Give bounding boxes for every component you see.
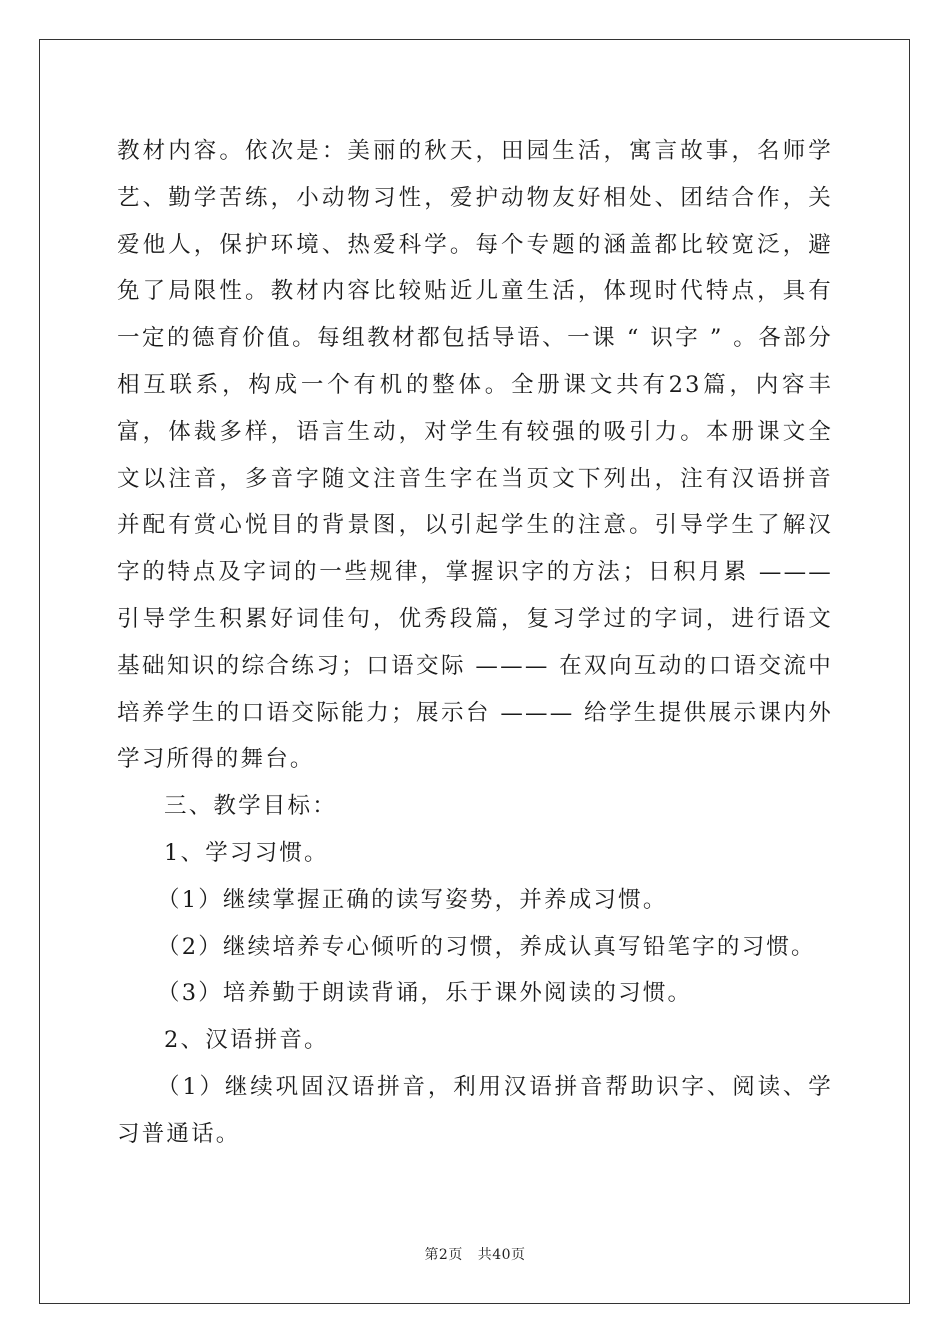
- paragraph-textbook-content: 教材内容。依次是：美丽的秋天，田园生活，寓言故事，名师学艺、勤学苦练，小动物习性，爱护动物友好相处、团结合作，关爱他人，保护环境、热爱科学。每个专题的涵盖都比较宽泛，避免了局限性。教材内容比较贴近儿童生活，体现时代特点，具有一定的德育价值。每组教材都包括导语、一课 “ 识字 ” 。各部分相互联系，构成一个有机的整体。全册课文共有23篇，内容丰富，体裁多样，语言生动，对学生有较强的吸引力。本册课文全文以注音，多音字随文注音生字在当页文下列出，注有汉语拼音并配有赏心悦目的背景图，以引起学生的注意。引导学生了解汉字的特点及字词的一些规律，掌握识字的方法；日积月累 ——— 引导学生积累好词佳句，优秀段篇，复习学过的字词，进行语文基础知识的综合练习；口语交际 ——— 在双向互动的口语交流中培养学生的口语交际能力；展示台 ——— 给学生提供展示课内外学习所得的舞台。: [117, 138, 833, 773]
- subheading-pinyin: 2、汉语拼音。: [164, 1027, 329, 1054]
- list-item-habit-2: （2）继续培养专心倾听的习惯，养成认真写铅笔字的习惯。: [157, 933, 816, 960]
- document-body: [117, 128, 833, 1158]
- page-footer: [0, 1244, 950, 1264]
- subheading-study-habits: 1、学习习惯。: [164, 839, 329, 866]
- list-item-habit-1: （1）继续掌握正确的读写姿势，并养成习惯。: [157, 886, 668, 913]
- heading-teaching-goals: 三、教学目标：: [164, 793, 337, 820]
- page-total: 共40页: [477, 1247, 526, 1263]
- page-number: 第2页: [424, 1247, 463, 1263]
- list-item-habit-3: （3）培养勤于朗读背诵，乐于课外阅读的习惯。: [157, 980, 693, 1007]
- list-item-pinyin-1: （1）继续巩固汉语拼音，利用汉语拼音帮助识字、阅读、学习普通话。: [117, 1073, 833, 1147]
